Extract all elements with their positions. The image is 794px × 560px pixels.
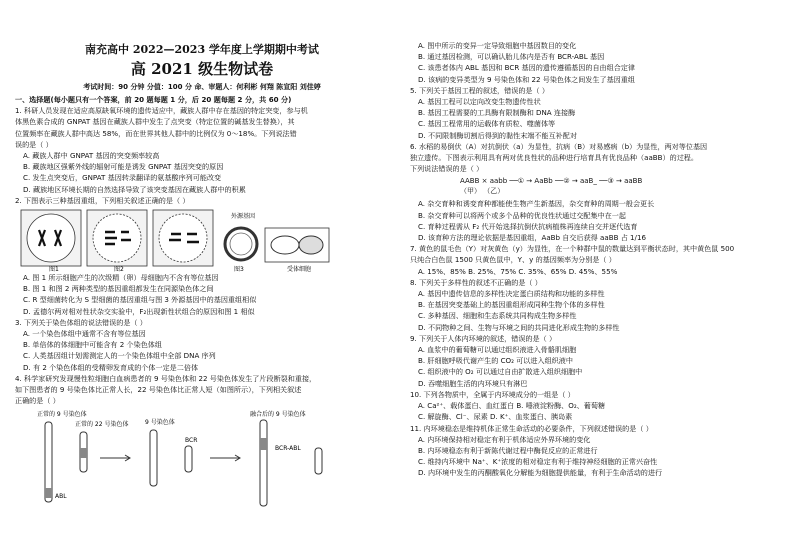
cross-sub-line: （甲） （乙） [460, 187, 505, 196]
translocation-diagram [35, 408, 375, 508]
q8-option-b: B. 在基因突变基础上的基因重组形成同种生物个体的多样性 [418, 300, 605, 310]
q10-options-cd: C. 解旋酶、Cl⁻、尿素 D. K⁺、血浆蛋白、胰岛素 [418, 412, 573, 422]
q3-option-b: B. 单倍体的体细胞中可能含有 2 个染色体组 [23, 340, 162, 350]
q1-option-a: A. 藏族人群中 GNPAT 基因的突变频率较高 [23, 151, 160, 161]
exam-meta: 考试时间：90 分钟 分值：100 分 命、审题人：何利彬 何翔 陈宣阳 刘佳婷 [83, 83, 321, 91]
q4-option-a: A. 图中所示的变异一定导致细胞中基因数目的变化 [418, 41, 577, 50]
fused-band [260, 438, 267, 450]
chr9-fused [260, 420, 267, 506]
q5-option-c: C. 基因工程常用的运载体有质粒、噬菌体等 [418, 119, 556, 129]
q2-stem: 2. 下图表示三种基因重组，下列相关叙述正确的是（ ） [15, 195, 190, 205]
fig4-label: 9 号染色体 [145, 419, 175, 427]
arrow-1 [100, 455, 130, 461]
q8-option-a: A. 基因中遗传信息的多样性决定蛋白质结构和功能的多样性 [418, 289, 605, 299]
q3-option-a: A. 一个染色体组中通常不含有等位基因 [23, 329, 146, 339]
fig4-label: 正常的 22 号染色体 [75, 421, 129, 429]
recipient-cell-2 [299, 236, 323, 254]
school-title: 南充高中 2022—2023 学年度上学期期中考试 [85, 43, 319, 56]
q7-stem-line: 只纯合白色鼠 1500 只黄色鼠中，Y、y 的基因频率为分别是（ ） [410, 255, 616, 265]
q8-option-c: C. 多种基因、细胞和生态系统共同构成生物多样性 [418, 311, 577, 321]
fig-label: 图3 [234, 266, 244, 273]
q1-option-c: C. 发生点突变后，GNPAT 基因转录翻译的氨基酸序列可能改变 [23, 173, 222, 183]
q1-stem-line: 误的是（ ） [15, 139, 53, 149]
exam-title: 高 2021 级生物试卷 [130, 60, 274, 78]
q4-stem-line: 如下图患者的 9 号染色体比正常人长，22 号染色体比正常人短（如图所示），下列相关叙述 [15, 385, 302, 395]
q2-option-a: A. 图 1 所示细胞产生的次级精（卵）母细胞内不含有等位基因 [23, 273, 219, 283]
q1-option-d: D. 藏族地区环境长期的自然选择导致了该突变基因在藏族人群中的积累 [23, 184, 246, 194]
q9-option-d: D. 吞噬细胞生活的内环境只有淋巴 [418, 378, 528, 388]
q11-option-d: D. 内环境中发生的丙酮酸氧化分解能为细胞提供能量，有利于生命活动的进行 [418, 468, 663, 478]
plasmid-inner [230, 233, 252, 255]
q7-stem-line: 7. 黄色的鼠毛色（Y）对灰黄色（y）为显性，在一个种群中鼠的数量达到平衡状态时，其中黄色鼠 500 [410, 244, 735, 254]
q1-stem-line: 位置频率在藏族人群中高达 58%，而在世界其他人群中的比例仅为 0～18%。下列说法错 [15, 128, 297, 138]
q6-option-b: B. 杂交育种可以将两个或多个品种的优良性状通过交配集中在一起 [418, 210, 626, 220]
q11-option-b: B. 内环境稳态有利于新陈代谢过程中酶促反应的正常进行 [418, 445, 598, 455]
chr22-short [315, 448, 322, 474]
q6-option-d: D. 该育种方法的理论依据是基因重组，AaBb 自交后获得 aaBB 占 1/16 [418, 233, 646, 243]
fig4-label: ABL [55, 493, 67, 501]
q6-option-a: A. 杂交育种和诱变育种都能使生物产生新基因，杂交育种的周期一般会更长 [418, 199, 655, 209]
q10-stem: 10. 下列各物质中，全属于内环境成分的一组是（ ） [410, 389, 575, 399]
q9-option-b: B. 肝细胞呼吸代谢产生的 CO₂ 可以进入组织液中 [418, 356, 573, 366]
fig4-label: 融合后的 9 号染色体 [250, 411, 306, 419]
q11-stem: 11. 内环境稳态是维持机体正常生命活动的必要条件，下列叙述错误的是（ ） [410, 423, 653, 433]
q6-option-c: C. 育种过程需从 F₂ 代开始选择抗倒伏抗病植株再连续自交并逐代选育 [418, 221, 638, 231]
q2-option-d: D. 孟德尔两对相对性状杂交实验中，F₂出现新性状组合的原因和图 1 相似 [23, 306, 255, 316]
q4-option-c: C. 该患者体内 ABL 基因和 BCR 基因的遗传遵循基因的自由组合定律 [418, 63, 636, 73]
arrow-2 [210, 455, 240, 461]
q9-option-a: A. 血浆中的葡萄糖可以通过组织液进入骨骼肌细胞 [418, 345, 577, 355]
fig1-cell [27, 214, 75, 262]
chr22-fragment [185, 446, 192, 472]
q4-option-d: D. 该病的变异类型为 9 号染色体和 22 号染色体之间发生了基因重组 [418, 74, 635, 84]
fig-label: 图2 [114, 266, 124, 273]
q7-options: A. 15%、85% B. 25%、75% C. 35%、65% D. 45%、55% [418, 266, 618, 276]
q4-stem-line: 正确的是（ ） [15, 396, 60, 406]
q1-stem-line: 体黑色素合成的 GNPAT 基因在藏族人群中发生了点突变（特定位置的碱基发生替换），其 [15, 117, 295, 127]
fig3-cell [159, 214, 207, 262]
chr9-fragment [150, 430, 157, 486]
q5-stem: 5. 下列关于基因工程的叙述，错误的是（ ） [410, 85, 549, 95]
q6-stem-line: 6. 水稻的易倒伏（A）对抗倒伏（a）为显性，抗病（B）对易感病（b）为显性，两对等位基因 [410, 141, 708, 151]
cross-line: AABB × aabb ──① → AaBb ──② → aaB_ ──③ → aaBB [460, 177, 643, 186]
q1-stem-line: 1. 科研人员发现在适应高原缺氧环境的遗传适应中，藏族人群中存在基因的特定突变，参与机 [15, 106, 308, 116]
plasmid-label: 外源基因 [231, 213, 256, 221]
recombination-diagram [19, 208, 389, 272]
chromosome-translocation-figure [35, 408, 389, 508]
bcr-band [80, 448, 87, 458]
q5-option-b: B. 基因工程需要的工具酶有限制酶和 DNA 连接酶 [418, 108, 576, 118]
q5-option-a: A. 基因工程可以定向改变生物遗传性状 [418, 97, 541, 107]
q11-option-c: C. 维持内环境中 Na⁺、K⁺浓度的相对稳定有利于维持神经细胞的正常兴奋性 [418, 457, 658, 467]
q11-option-a: A. 内环境保持相对稳定有利于机体适应外界环境的变化 [418, 434, 591, 444]
fig4-label: BCR [185, 437, 198, 445]
q10-options-ab: A. Ca²⁺、载体蛋白、血红蛋白 B. 唾液淀粉酶、O₂、葡萄糖 [418, 401, 606, 411]
q6-stem-line: 下列说法错误的是（ ） [410, 164, 484, 174]
q9-stem: 9. 下列关于人体内环境的叙述，错误的是（ ） [410, 333, 557, 343]
breeding-cross-diagram [460, 176, 784, 196]
q3-stem: 3. 下列关于染色体组的说法错误的是（ ） [15, 317, 147, 327]
section-heading: 一、选择题(每小题只有一个答案，前 20 题每题 1 分，后 20 题每题 2 分，共 60 分) [15, 95, 292, 104]
q3-option-d: D. 有 2 个染色体组的受精卵发育成的个体一定是二倍体 [23, 362, 199, 372]
q6-stem-line: 独立遗传。下图表示利用具有两对优良性状的品种进行培育具有优良品种（aaBB）的过程。 [410, 153, 698, 163]
q5-option-d: D. 不同限制酶切割后得到的黏性末端不能互补配对 [418, 130, 577, 140]
q8-option-d: D. 不同物种之间、生物与环境之间的共同进化形成生物的多样性 [418, 322, 620, 332]
q4-stem-line: 4. 科学家研究发现慢性粒细胞白血病患者的 9 号染色体和 22 号染色体发生了片段断裂和重接， [15, 373, 317, 383]
gene-recombination-figure [19, 208, 389, 272]
q8-stem: 8. 下列关于多样性的叙述不正确的是（ ） [410, 277, 542, 287]
q3-option-c: C. 人类基因组计划需测定人的一个染色体组中全部 DNA 序列 [23, 351, 216, 361]
q9-option-c: C. 组织液中的 O₂ 可以通过自由扩散进入组织细胞中 [418, 367, 583, 377]
fig4-label: 正常的 9 号染色体 [37, 411, 87, 419]
right-column [410, 40, 784, 479]
q4-option-b: B. 通过基因检测，可以确认胎儿体内是否有 BCR-ABL 基因 [418, 52, 605, 62]
q2-option-b: B. 图 1 和图 2 两种类型的基因重组都发生在同源染色体之间 [23, 284, 214, 294]
fig-label: 图1 [49, 266, 59, 273]
abl-band [45, 488, 52, 498]
fig4-label: BCR-ABL [275, 445, 301, 453]
fig-label: 受体细胞 [287, 266, 312, 273]
left-column [15, 0, 389, 508]
q1-option-b: B. 藏族地区强紫外线的辐射可能是诱发 GNPAT 基因突变的原因 [23, 162, 224, 172]
q2-option-c: C. R 型细菌转化为 S 型细菌的基因重组与图 3 外源基因中的基因重组相似 [23, 295, 257, 305]
